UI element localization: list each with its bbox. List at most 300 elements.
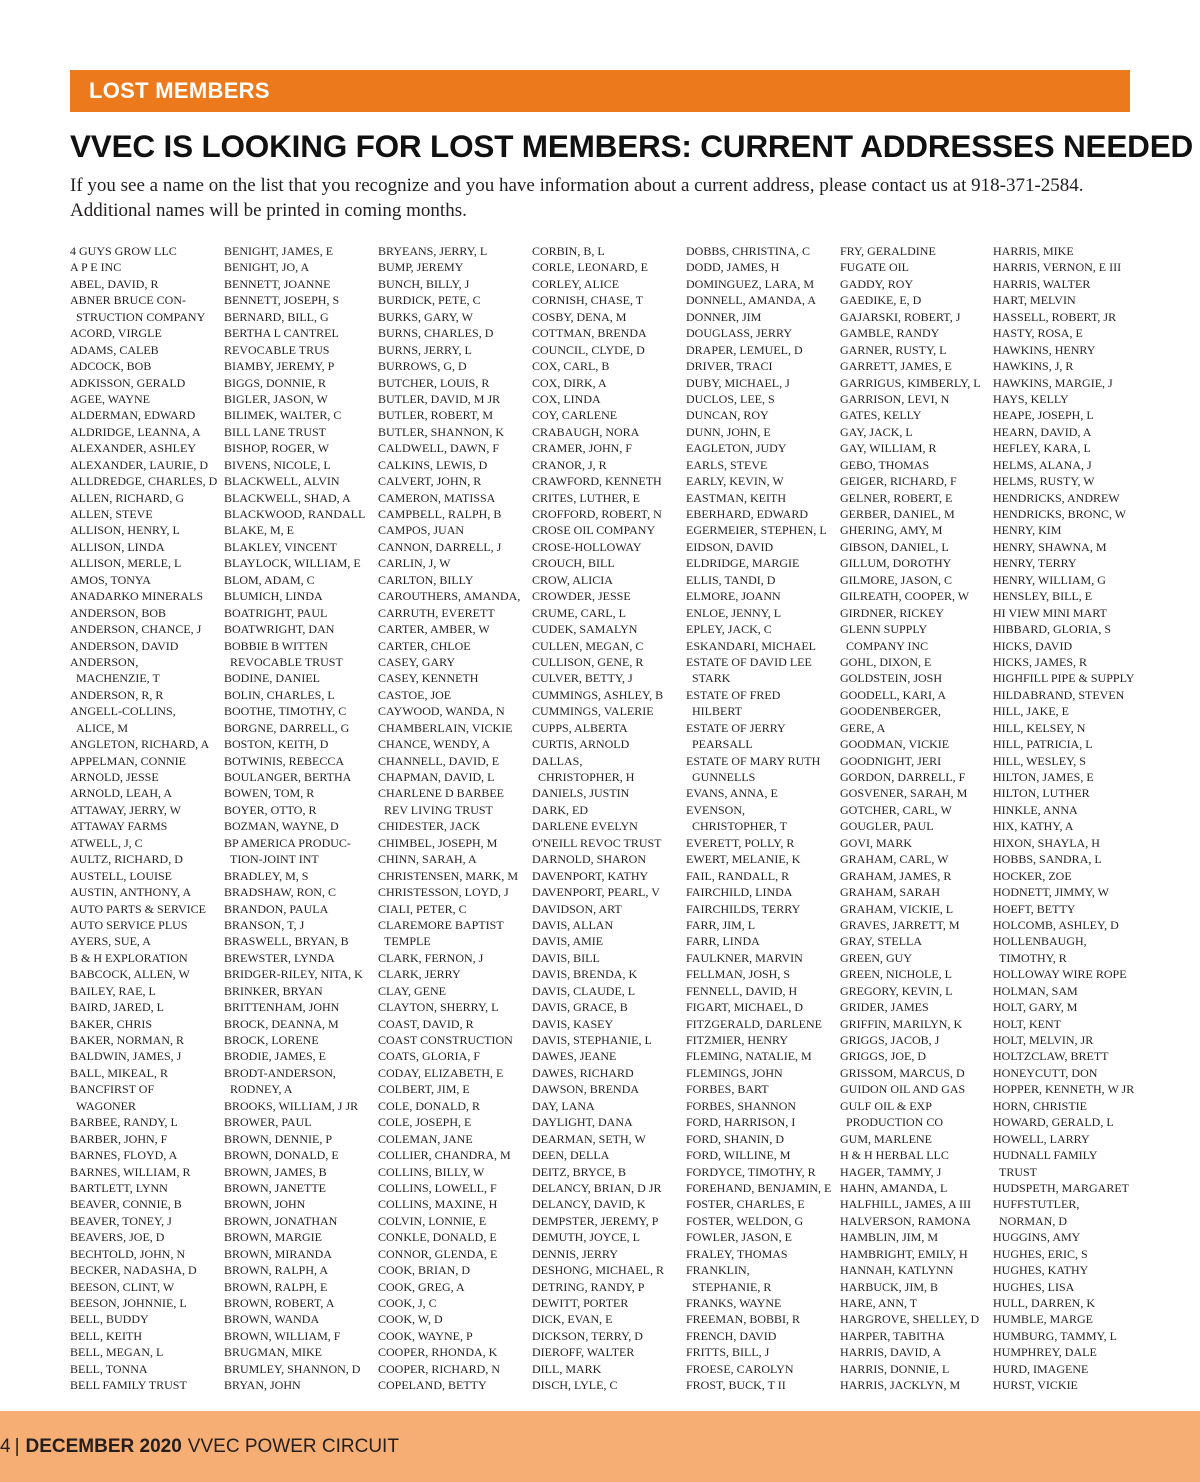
member-name: CODAY, ELIZABETH, E xyxy=(378,1065,504,1080)
member-name: BOATWRIGHT, DAN xyxy=(224,622,335,637)
member-name: BENIGHT, JO, A xyxy=(224,260,310,275)
member-name: ATTAWAY, JERRY, W xyxy=(70,802,181,817)
member-name: HUDNALL FAMILY xyxy=(993,1148,1098,1163)
member-name: DICK, EVAN, E xyxy=(532,1312,613,1327)
member-name: ACORD, VIRGLE xyxy=(70,326,162,341)
member-name: PEARSALL xyxy=(692,737,753,752)
member-name: HILL, KELSEY, N xyxy=(993,720,1086,735)
member-name: DAVIS, KASEY xyxy=(532,1016,614,1031)
member-name: BIGLER, JASON, W xyxy=(224,391,328,406)
member-name: DALLAS, xyxy=(532,753,583,768)
member-name: CHAPMAN, DAVID, L xyxy=(378,770,495,784)
member-name: DARLENE EVELYN xyxy=(532,819,638,834)
member-name: CROUCH, BILL xyxy=(532,556,615,571)
member-name: DEWITT, PORTER xyxy=(532,1296,629,1310)
member-name: BOTWINIS, REBECCA xyxy=(224,753,344,768)
member-name: BROWN, ROBERT, A xyxy=(224,1296,335,1310)
member-name: DISCH, LYLE, C xyxy=(532,1378,618,1393)
member-name: EVENSON, xyxy=(686,802,745,817)
member-name: HAMBRIGHT, EMILY, H xyxy=(840,1246,968,1261)
member-name: GUIDON OIL AND GAS xyxy=(840,1082,966,1097)
member-name: HASSELL, ROBERT, JR xyxy=(993,309,1117,324)
member-name: EIDSON, DAVID xyxy=(686,539,774,554)
member-name: GRAHAM, SARAH xyxy=(840,885,941,900)
member-name: GARRIGUS, KIMBERLY, L xyxy=(840,375,981,390)
member-name: H & H HERBAL LLC xyxy=(840,1148,949,1163)
member-name: HELMS, ALANA, J xyxy=(993,457,1092,472)
names-column-3 xyxy=(378,243,528,1394)
member-name: BOWEN, TOM, R xyxy=(224,786,315,801)
member-name: COLLIER, CHANDRA, M xyxy=(378,1148,511,1163)
member-name: CULLISON, GENE, R xyxy=(532,654,644,669)
member-name: DARK, ED xyxy=(532,802,588,817)
member-name: ESTATE OF JERRY xyxy=(686,720,786,735)
member-name: FRANKLIN, xyxy=(686,1263,750,1278)
member-name: FARR, LINDA xyxy=(686,934,760,949)
member-name: DICKSON, TERRY, D xyxy=(532,1328,643,1343)
member-name: CARRUTH, EVERETT xyxy=(378,605,495,620)
member-name: FLEMING, NATALIE, M xyxy=(686,1049,812,1064)
member-name: GILMORE, JASON, C xyxy=(840,572,953,587)
member-name: CHANCE, WENDY, A xyxy=(378,737,491,752)
member-name: BOYER, OTTO, R xyxy=(224,802,317,817)
member-name: CAMPOS, JUAN xyxy=(378,523,465,538)
member-name: DEMPSTER, JEREMY, P xyxy=(532,1213,659,1228)
member-name: FENNELL, DAVID, H xyxy=(686,983,798,998)
member-name: ESTATE OF DAVID LEE xyxy=(686,654,812,669)
member-name: CUDEK, SAMALYN xyxy=(532,622,638,637)
member-name: COLBERT, JIM, E xyxy=(378,1082,470,1097)
member-name: HUDSPETH, MARGARET xyxy=(993,1180,1130,1195)
member-name: GOVI, MARK xyxy=(840,835,912,850)
member-name: HINKLE, ANNA xyxy=(993,802,1078,817)
member-name: ARNOLD, LEAH, A xyxy=(70,786,172,801)
member-name: BURKS, GARY, W xyxy=(378,309,473,324)
member-name: CHRISTENSEN, MARK, M xyxy=(378,868,519,883)
member-name: HOPPER, KENNETH, W JR xyxy=(993,1082,1135,1097)
member-name: AMOS, TONYA xyxy=(70,572,151,587)
member-name: BAKER, CHRIS xyxy=(70,1016,153,1031)
member-name: ARNOLD, JESSE xyxy=(70,770,159,784)
member-name: ATWELL, J, C xyxy=(70,835,143,850)
member-name: COOK, W, D xyxy=(378,1312,443,1327)
member-name: BLOM, ADAM, C xyxy=(224,572,315,587)
member-name: BROWN, WILLIAM, F xyxy=(224,1328,341,1343)
member-name: GOODMAN, VICKIE xyxy=(840,737,950,752)
section-label: LOST MEMBERS xyxy=(89,78,270,103)
member-name: BIVENS, NICOLE, L xyxy=(224,457,331,472)
member-name: COLVIN, LONNIE, E xyxy=(378,1213,487,1228)
member-name: BRITTENHAM, JOHN xyxy=(224,1000,340,1015)
page-number: 4 xyxy=(0,1436,11,1457)
member-name: HELMS, RUSTY, W xyxy=(993,474,1095,489)
member-name: HOLLENBAUGH, xyxy=(993,934,1087,949)
member-name: TIMOTHY, R xyxy=(999,950,1067,965)
member-name: BLAKLEY, VINCENT xyxy=(224,539,337,554)
member-name: HILBERT xyxy=(692,704,742,719)
member-name: ADCOCK, BOB xyxy=(70,359,152,374)
names-column-2 xyxy=(224,243,374,1394)
member-name: FROESE, CAROLYN xyxy=(686,1361,794,1376)
member-name: BECKER, NADASHA, D xyxy=(70,1263,197,1278)
member-name: BROWER, PAUL xyxy=(224,1115,312,1130)
member-name: HOBBS, SANDRA, L xyxy=(993,852,1102,867)
member-name: HENRY, SHAWNA, M xyxy=(993,539,1107,554)
member-name: GEIGER, RICHARD, F xyxy=(840,474,957,489)
member-name: HOLCOMB, ASHLEY, D xyxy=(993,917,1119,932)
member-name: CROFFORD, ROBERT, N xyxy=(532,507,662,521)
member-name: BELL, KEITH xyxy=(70,1328,142,1343)
member-name: COPELAND, BETTY xyxy=(378,1378,487,1393)
member-name: COUNCIL, CLYDE, D xyxy=(532,342,645,357)
member-name: FELLMAN, JOSH, S xyxy=(686,967,791,982)
member-name: ALLISON, MERLE, L xyxy=(70,556,182,571)
member-name: ALLEN, RICHARD, G xyxy=(70,490,184,505)
member-name: BORGNE, DARRELL, G xyxy=(224,720,350,735)
member-name: EASTMAN, KEITH xyxy=(686,490,786,505)
member-name: STARK xyxy=(692,671,731,686)
member-name: DIEROFF, WALTER xyxy=(532,1345,635,1360)
member-name: GHERING, AMY, M xyxy=(840,523,943,538)
member-name: BROWN, JOHN xyxy=(224,1197,306,1212)
member-name: FORDYCE, TIMOTHY, R xyxy=(686,1164,816,1179)
member-name: HOWARD, GERALD, L xyxy=(993,1115,1114,1130)
member-name: COLLINS, LOWELL, F xyxy=(378,1180,497,1195)
member-name: DANIELS, JUSTIN xyxy=(532,786,630,801)
member-name: GADDY, ROY xyxy=(840,276,914,291)
names-column-1 xyxy=(70,243,220,1394)
member-name: FORD, WILLINE, M xyxy=(686,1148,791,1163)
member-name: BURNS, JERRY, L xyxy=(378,342,472,357)
member-name: HAHN, AMANDA, L xyxy=(840,1180,948,1195)
member-name: HOEFT, BETTY xyxy=(993,901,1076,916)
member-name: BRADSHAW, RON, C xyxy=(224,885,336,900)
member-name: MACHENZIE, T xyxy=(76,671,160,686)
member-name: BRADLEY, M, S xyxy=(224,868,309,883)
member-name: HARRIS, WALTER xyxy=(993,276,1091,291)
member-name: BEAVER, CONNIE, B xyxy=(70,1197,182,1212)
member-name: BLACKWOOD, RANDALL xyxy=(224,507,366,521)
member-name: COLLINS, BILLY, W xyxy=(378,1164,485,1179)
member-name: HI VIEW MINI MART xyxy=(993,605,1107,620)
member-name: BELL, BUDDY xyxy=(70,1312,149,1327)
member-name: GLENN SUPPLY xyxy=(840,622,928,637)
member-name: ELDRIDGE, MARGIE xyxy=(686,556,800,571)
member-name: TION-JOINT INT xyxy=(230,852,319,867)
member-name: GRAY, STELLA xyxy=(840,934,923,949)
member-name: DEITZ, BRYCE, B xyxy=(532,1164,627,1179)
member-name: REVOCABLE TRUS xyxy=(224,342,330,357)
member-name: HILL, PATRICIA, L xyxy=(993,737,1093,752)
member-name: HASTY, ROSA, E xyxy=(993,326,1083,341)
member-name: GAY, WILLIAM, R xyxy=(840,441,937,456)
member-name: DAVENPORT, KATHY xyxy=(532,868,649,883)
member-name: GARRETT, JAMES, E xyxy=(840,359,952,374)
member-name: BRIDGER-RILEY, NITA, K xyxy=(224,967,363,982)
member-name: RODNEY, A xyxy=(230,1082,293,1097)
member-name: DELANCY, BRIAN, D JR xyxy=(532,1180,662,1195)
member-name: HARRIS, VERNON, E III xyxy=(993,260,1122,275)
member-name: CHAMBERLAIN, VICKIE xyxy=(378,720,513,735)
member-name: BOOTHE, TIMOTHY, C xyxy=(224,704,347,719)
member-name: BROWN, RALPH, A xyxy=(224,1263,329,1278)
member-name: FORD, SHANIN, D xyxy=(686,1131,785,1146)
member-name: CARTER, AMBER, W xyxy=(378,622,490,637)
member-name: CALKINS, LEWIS, D xyxy=(378,457,488,472)
member-name: HUGHES, KATHY xyxy=(993,1263,1089,1278)
member-name: CUPPS, ALBERTA xyxy=(532,720,628,735)
member-name: ANDERSON, BOB xyxy=(70,605,167,620)
member-name: EARLY, KEVIN, W xyxy=(686,474,784,489)
member-name: COX, CARL, B xyxy=(532,359,610,374)
member-name: CULLEN, MEGAN, C xyxy=(532,638,644,653)
member-name: REV LIVING TRUST xyxy=(384,802,493,817)
member-name: HUMBLE, MARGE xyxy=(993,1312,1094,1327)
member-name: HAGER, TAMMY, J xyxy=(840,1164,942,1179)
member-name: GOUGLER, PAUL xyxy=(840,819,934,834)
member-name: BENIGHT, JAMES, E xyxy=(224,244,334,258)
member-name: BELL FAMILY TRUST xyxy=(70,1378,187,1393)
member-name: HILDABRAND, STEVEN xyxy=(993,687,1125,702)
publication-name: VVEC POWER CIRCUIT xyxy=(187,1436,399,1457)
member-name: GRISSOM, MARCUS, D xyxy=(840,1065,965,1080)
member-name: CRUME, CARL, L xyxy=(532,605,627,620)
member-name: CHIMBEL, JOSEPH, M xyxy=(378,835,498,850)
member-name: BECHTOLD, JOHN, N xyxy=(70,1246,186,1261)
member-name: BUTLER, SHANNON, K xyxy=(378,424,504,439)
member-name: FITZMIER, HENRY xyxy=(686,1033,788,1047)
member-name: HARRIS, DONNIE, L xyxy=(840,1361,950,1376)
member-name: DAY, LANA xyxy=(532,1098,595,1113)
member-name: BAILEY, RAE, L xyxy=(70,983,156,998)
member-name: ANADARKO MINERALS xyxy=(70,589,204,604)
member-name: COX, DIRK, A xyxy=(532,375,607,390)
member-name: GOSVENER, SARAH, M xyxy=(840,786,968,801)
member-name: ANGLETON, RICHARD, A xyxy=(70,737,210,752)
member-name: DAVIS, STEPHANIE, L xyxy=(532,1033,652,1047)
member-name: ANDERSON, xyxy=(70,654,139,669)
member-name: BABCOCK, ALLEN, W xyxy=(70,967,190,982)
member-name: BUTLER, ROBERT, M xyxy=(378,408,494,423)
member-name: HODNETT, JIMMY, W xyxy=(993,885,1109,900)
member-name: HAMBLIN, JIM, M xyxy=(840,1230,939,1245)
member-name: BARTLETT, LYNN xyxy=(70,1180,168,1195)
member-name: HAWKINS, HENRY xyxy=(993,342,1096,357)
member-name: EARLS, STEVE xyxy=(686,457,768,472)
member-name: CONNOR, GLENDA, E xyxy=(378,1246,498,1261)
member-name: HUGGINS, AMY xyxy=(993,1230,1081,1245)
member-name: HIGHFILL PIPE & SUPPLY xyxy=(993,671,1135,686)
member-name: HOLT, KENT xyxy=(993,1016,1061,1031)
member-name: BALL, MIKEAL, R xyxy=(70,1065,168,1080)
member-name: ENLOE, JENNY, L xyxy=(686,605,782,620)
member-name: ANDERSON, CHANCE, J xyxy=(70,622,202,637)
member-name: GAEDIKE, E, D xyxy=(840,293,922,308)
member-name: ATTAWAY FARMS xyxy=(70,819,168,834)
member-name: AGEE, WAYNE xyxy=(70,391,150,406)
member-name: CORNISH, CHASE, T xyxy=(532,293,644,308)
member-name: BOSTON, KEITH, D xyxy=(224,737,329,752)
member-name: BEAVERS, JOE, D xyxy=(70,1230,165,1245)
member-name: BOLIN, CHARLES, L xyxy=(224,687,335,702)
member-name: DUNN, JOHN, E xyxy=(686,424,771,439)
member-name: BRODT-ANDERSON, xyxy=(224,1065,336,1080)
member-name: BIAMBY, JEREMY, P xyxy=(224,359,335,374)
member-name: GUM, MARLENE xyxy=(840,1131,932,1146)
member-name: COOPER, RHONDA, K xyxy=(378,1345,498,1360)
member-name: BUTLER, DAVID, M JR xyxy=(378,391,501,406)
member-name: BALDWIN, JAMES, J xyxy=(70,1049,182,1064)
member-name: BLACKWELL, ALVIN xyxy=(224,474,340,489)
member-name: HOCKER, ZOE xyxy=(993,868,1072,883)
member-name: FROST, BUCK, T II xyxy=(686,1378,786,1393)
member-name: HUGHES, ERIC, S xyxy=(993,1246,1088,1261)
member-name: HUMPHREY, DALE xyxy=(993,1345,1097,1360)
member-name: HEARN, DAVID, A xyxy=(993,424,1092,439)
member-name: GOHL, DIXON, E xyxy=(840,654,932,669)
member-name: DONNER, JIM xyxy=(686,309,762,324)
member-name: BOZMAN, WAYNE, D xyxy=(224,819,339,834)
member-name: CHRISTOPHER, H xyxy=(538,770,635,784)
member-name: BROWN, DENNIE, P xyxy=(224,1131,332,1146)
member-name: ESKANDARI, MICHAEL xyxy=(686,638,816,653)
member-name: BRINKER, BRYAN xyxy=(224,983,323,998)
member-name: CHRISTESSON, LOYD, J xyxy=(378,885,509,900)
member-name: GOODENBERGER, xyxy=(840,704,941,719)
member-name: FORBES, BART xyxy=(686,1082,769,1097)
member-name: HOLTZCLAW, BRETT xyxy=(993,1049,1109,1064)
member-name: GAJARSKI, ROBERT, J xyxy=(840,309,961,324)
member-name: BROWN, MIRANDA xyxy=(224,1246,332,1261)
member-name: ALLDREDGE, CHARLES, D xyxy=(70,474,218,489)
member-name: EWERT, MELANIE, K xyxy=(686,852,801,867)
member-name: HALFHILL, JAMES, A III xyxy=(840,1197,971,1212)
member-name: COSBY, DENA, M xyxy=(532,309,627,324)
member-name: BARBEE, RANDY, L xyxy=(70,1115,178,1130)
member-name: A P E INC xyxy=(70,260,122,275)
member-name: TEMPLE xyxy=(384,934,431,949)
member-name: CROW, ALICIA xyxy=(532,572,613,587)
member-name: ESTATE OF MARY RUTH xyxy=(686,753,821,768)
member-name: CULVER, BETTY, J xyxy=(532,671,633,686)
member-name: CIALI, PETER, C xyxy=(378,901,467,916)
member-name: GILREATH, COOPER, W xyxy=(840,589,970,604)
member-name: ABNER BRUCE CON- xyxy=(70,293,187,308)
footer-separator: | xyxy=(14,1436,20,1457)
member-name: HALVERSON, RAMONA xyxy=(840,1213,971,1228)
member-name: BEESON, JOHNNIE, L xyxy=(70,1296,187,1310)
member-name: FRALEY, THOMAS xyxy=(686,1246,788,1261)
member-name: BLAYLOCK, WILLIAM, E xyxy=(224,556,361,571)
member-name: BRASWELL, BRYAN, B xyxy=(224,934,349,949)
names-column-6 xyxy=(840,243,990,1394)
member-name: BROWN, WANDA xyxy=(224,1312,320,1327)
member-name: CORBIN, B, L xyxy=(532,244,605,258)
member-name: COLE, JOSEPH, E xyxy=(378,1115,472,1130)
member-name: GARNER, RUSTY, L xyxy=(840,342,947,357)
member-name: GRIGGS, JOE, D xyxy=(840,1049,927,1064)
member-name: FAULKNER, MARVIN xyxy=(686,950,803,965)
member-name: GOLDSTEIN, JOSH xyxy=(840,671,942,686)
member-name: AUSTIN, ANTHONY, A xyxy=(70,885,192,900)
member-name: TRUST xyxy=(999,1164,1038,1179)
member-name: AUTO SERVICE PLUS xyxy=(70,917,188,932)
member-name: DAVIS, BILL xyxy=(532,950,600,965)
member-name: GUNNELLS xyxy=(692,770,756,784)
member-name: GRAHAM, CARL, W xyxy=(840,852,949,867)
member-name: BUMP, JEREMY xyxy=(378,260,464,275)
member-name: CURTIS, ARNOLD xyxy=(532,737,630,752)
member-name: COY, CARLENE xyxy=(532,408,618,423)
member-name: CUMMINGS, ASHLEY, B xyxy=(532,687,664,702)
member-name: BROCK, DEANNA, M xyxy=(224,1016,339,1031)
member-name: ANDERSON, R, R xyxy=(70,687,164,702)
member-name: GELNER, ROBERT, E xyxy=(840,490,953,505)
member-name: GERE, A xyxy=(840,720,886,735)
member-name: COAST CONSTRUCTION xyxy=(378,1033,513,1047)
member-name: ESTATE OF FRED xyxy=(686,687,781,702)
member-name: CORLE, LEONARD, E xyxy=(532,260,648,275)
member-name: WAGONER xyxy=(76,1098,136,1113)
member-name: ELMORE, JOANN xyxy=(686,589,781,604)
member-name: HOWELL, LARRY xyxy=(993,1131,1090,1146)
member-name: HANNAH, KATLYNN xyxy=(840,1263,954,1278)
member-name: FLEMINGS, JOHN xyxy=(686,1065,783,1080)
member-name: GRAVES, JARRETT, M xyxy=(840,917,960,932)
member-name: FRY, GERALDINE xyxy=(840,244,936,258)
member-name: CAYWOOD, WANDA, N xyxy=(378,704,505,719)
member-name: BOBBIE B WITTEN xyxy=(224,638,328,653)
member-name: HORN, CHRISTIE xyxy=(993,1098,1088,1113)
member-name: FAIRCHILD, LINDA xyxy=(686,885,793,900)
member-name: HIX, KATHY, A xyxy=(993,819,1074,834)
member-name: HART, MELVIN xyxy=(993,293,1076,308)
member-name: STEPHANIE, R xyxy=(692,1279,772,1294)
member-name: DESHONG, MICHAEL, R xyxy=(532,1263,664,1278)
member-name: HUFFSTUTLER, xyxy=(993,1197,1080,1212)
member-name: HOLMAN, SAM xyxy=(993,983,1078,998)
member-name: DAYLIGHT, DANA xyxy=(532,1115,633,1130)
member-name: DAVIS, AMIE xyxy=(532,934,604,949)
member-name: GRAHAM, JAMES, R xyxy=(840,868,952,883)
member-name: HAWKINS, J, R xyxy=(993,359,1074,374)
member-name: HURD, IMAGENE xyxy=(993,1361,1089,1376)
member-name: HARRIS, MIKE xyxy=(993,244,1074,258)
member-name: CHRISTOPHER, T xyxy=(692,819,787,834)
member-name: ALDERMAN, EDWARD xyxy=(70,408,196,423)
member-name: COX, LINDA xyxy=(532,391,601,406)
member-name: DENNIS, JERRY xyxy=(532,1246,619,1261)
member-name: HOLLOWAY WIRE ROPE xyxy=(993,967,1127,982)
member-name: GREEN, NICHOLE, L xyxy=(840,967,952,982)
member-name: BRANSON, T, J xyxy=(224,917,305,932)
member-name: BROOKS, WILLIAM, J JR xyxy=(224,1098,359,1113)
member-name: DOMINGUEZ, LARA, M xyxy=(686,276,814,291)
member-name: BRUMLEY, SHANNON, D xyxy=(224,1361,361,1376)
member-name: HUGHES, LISA xyxy=(993,1279,1075,1294)
member-name: O'NEILL REVOC TRUST xyxy=(532,835,662,850)
member-name: ALLISON, HENRY, L xyxy=(70,523,180,538)
member-name: GERBER, DANIEL, M xyxy=(840,507,955,521)
member-name: ADAMS, CALEB xyxy=(70,342,159,357)
member-name: PRODUCTION CO xyxy=(846,1115,944,1130)
member-name: EAGLETON, JUDY xyxy=(686,441,787,456)
member-name: COTTMAN, BRENDA xyxy=(532,326,647,341)
member-name: DAVIS, CLAUDE, L xyxy=(532,983,636,998)
member-name: ADKISSON, GERALD xyxy=(70,375,186,390)
member-name: HARGROVE, SHELLEY, D xyxy=(840,1312,980,1327)
member-name: CUMMINGS, VALERIE xyxy=(532,704,654,719)
